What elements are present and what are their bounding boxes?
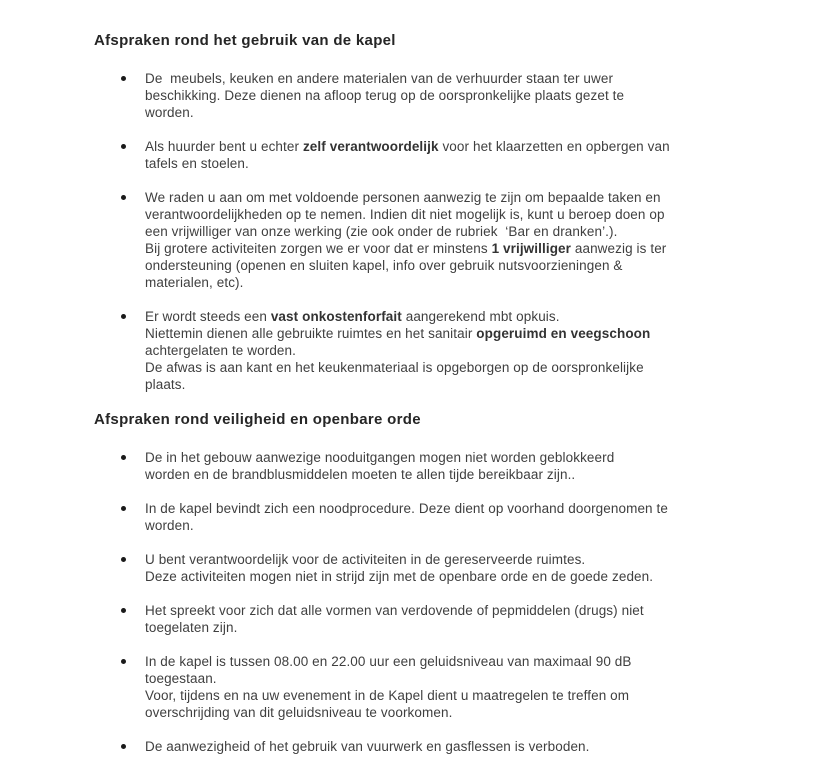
text-run: De in het gebouw aanwezige nooduitgangen mogen niet worden geblokkeerd: [145, 450, 615, 465]
text-run: U bent verantwoordelijk voor de activiteiten in de gereserveerde ruimtes.: [145, 552, 586, 567]
text-run: voor het klaarzetten en opbergen van: [438, 139, 670, 154]
list-item: [94, 551, 777, 585]
text-run: achtergelaten te worden.: [145, 343, 296, 358]
emphasis-text: vast onkostenforfait: [270, 309, 402, 324]
text-run: De aanwezigheid of het gebruik van vuurwerk en gasflessen is verboden.: [145, 739, 590, 754]
list-item: [94, 500, 777, 534]
list-item: [94, 189, 777, 291]
text-run: toegestaan.: [145, 671, 217, 686]
text-line: [145, 70, 777, 87]
bullet-icon: [121, 314, 126, 319]
text-run: beschikking. Deze dienen na afloop terug op de oorspronkelijke plaats gezet te: [145, 88, 625, 103]
list-item-text: [145, 738, 777, 755]
text-run: verantwoordelijkheden op te nemen. Indien dit niet mogelijk is, kunt u beroep doen op: [145, 207, 665, 222]
text-run: worden.: [145, 105, 194, 120]
text-run: We raden u aan om met voldoende personen aanwezig te zijn om bepaalde taken en: [145, 190, 661, 205]
text-line: [145, 325, 777, 342]
text-line: [145, 359, 777, 376]
text-line: [145, 155, 777, 172]
bullet-list-gebruik: [94, 70, 777, 393]
text-run: In de kapel bevindt zich een noodprocedure. Deze dient op voorhand doorgenomen te: [145, 501, 668, 516]
list-item: [94, 653, 777, 721]
bullet-icon: [121, 659, 126, 664]
text-run: worden en de brandblusmiddelen moeten te allen tijde bereikbaar zijn..: [145, 467, 576, 482]
bullet-icon: [121, 195, 126, 200]
text-run: In de kapel is tussen 08.00 en 22.00 uur een geluidsniveau van maximaal 90 dB: [145, 654, 632, 669]
text-line: [145, 87, 777, 104]
list-item: [94, 70, 777, 121]
bullet-icon: [121, 506, 126, 511]
text-run: aangerekend mbt opkuis.: [401, 309, 560, 324]
text-run: Bij grotere activiteiten zorgen we er voor dat er minstens: [145, 241, 492, 256]
text-line: [145, 223, 777, 240]
text-run: een vrijwilliger van onze werking (zie ook onder de rubriek ‘Bar en dranken’.).: [145, 224, 618, 239]
text-run: Voor, tijdens en na uw evenement in de Kapel dient u maatregelen te treffen om: [145, 688, 630, 703]
list-item-text: [145, 551, 777, 585]
text-line: [145, 704, 777, 721]
text-run: Het spreekt voor zich dat alle vormen van verdovende of pepmiddelen (drugs) niet: [145, 603, 644, 618]
text-run: overschrijding van dit geluidsniveau te voorkomen.: [145, 705, 453, 720]
text-line: [145, 466, 777, 483]
list-item-text: [145, 138, 777, 172]
text-line: [145, 274, 777, 291]
section-veiligheid-en-openbare-orde: [94, 410, 777, 755]
list-item-text: [145, 449, 777, 483]
section-gebruik-van-de-kapel: [94, 31, 777, 393]
text-run: tafels en stoelen.: [145, 156, 249, 171]
list-item: [94, 602, 777, 636]
list-item: [94, 308, 777, 393]
text-line: [145, 551, 777, 568]
list-item-text: [145, 308, 777, 393]
bullet-icon: [121, 455, 126, 460]
text-line: [145, 257, 777, 274]
text-run: materialen, etc).: [145, 275, 244, 290]
text-line: [145, 104, 777, 121]
list-item-text: [145, 500, 777, 534]
bullet-icon: [121, 76, 126, 81]
text-run: De afwas is aan kant en het keukenmateriaal is opgeborgen op de oorspronkelijke: [145, 360, 644, 375]
text-line: [145, 240, 777, 257]
text-line: [145, 738, 777, 755]
text-run: aanwezig is ter: [571, 241, 667, 256]
text-run: worden.: [145, 518, 194, 533]
list-item-text: [145, 70, 777, 121]
text-line: [145, 619, 777, 636]
bullet-icon: [121, 608, 126, 613]
list-item: [94, 738, 777, 755]
text-run: plaats.: [145, 377, 186, 392]
list-item: [94, 138, 777, 172]
bullet-icon: [121, 144, 126, 149]
list-item-text: [145, 189, 777, 291]
text-line: [145, 376, 777, 393]
text-line: [145, 500, 777, 517]
bullet-icon: [121, 557, 126, 562]
list-item: [94, 449, 777, 483]
document-page: [94, 31, 777, 755]
text-line: [145, 308, 777, 325]
text-run: Er wordt steeds een: [145, 309, 271, 324]
text-line: [145, 568, 777, 585]
section-heading-gebruik: Afspraken rond het gebruik van de kapel: [94, 32, 396, 49]
text-run: Niettemin dienen alle gebruikte ruimtes en het sanitair: [145, 326, 477, 341]
text-run: Als huurder bent u echter: [145, 139, 303, 154]
bullet-list-veiligheid: [94, 449, 777, 755]
text-line: [145, 449, 777, 466]
emphasis-text: 1 vrijwilliger: [491, 241, 571, 256]
bullet-icon: [121, 744, 126, 749]
text-run: Deze activiteiten mogen niet in strijd zijn met de openbare orde en de goede zeden.: [145, 569, 654, 584]
text-line: [145, 517, 777, 534]
text-line: [145, 653, 777, 670]
text-line: [145, 602, 777, 619]
text-line: [145, 206, 777, 223]
list-item-text: [145, 602, 777, 636]
text-line: [145, 138, 777, 155]
text-line: [145, 342, 777, 359]
text-run: De meubels, keuken en andere materialen van de verhuurder staan ter uwer: [145, 71, 614, 86]
text-line: [145, 189, 777, 206]
section-heading-veiligheid: Afspraken rond veiligheid en openbare orde: [94, 411, 421, 428]
emphasis-text: zelf verantwoordelijk: [302, 139, 439, 154]
list-item-text: [145, 653, 777, 721]
text-line: [145, 670, 777, 687]
text-line: [145, 687, 777, 704]
text-run: toegelaten zijn.: [145, 620, 238, 635]
text-run: ondersteuning (openen en sluiten kapel, info over gebruik nutsvoorzieningen &: [145, 258, 623, 273]
emphasis-text: opgeruimd en veegschoon: [476, 326, 651, 341]
